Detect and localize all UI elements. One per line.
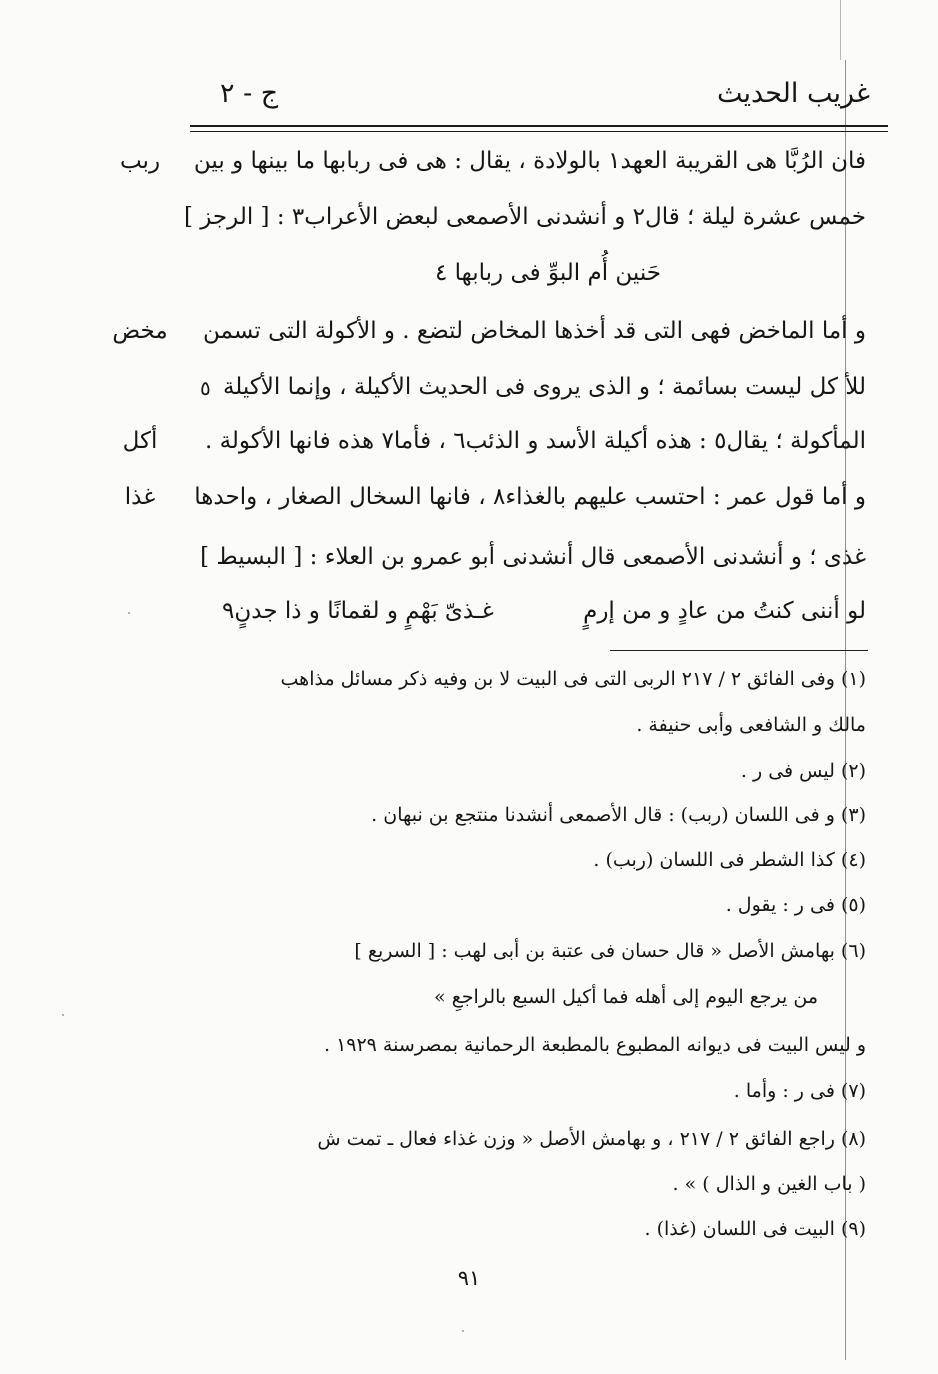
body-line: غذى ؛ و أنشدنى الأصمعى قال أنشدنى أبو عمرو بن العلاء : [ البسيط ] — [200, 544, 866, 570]
margin-keyword: مخض — [112, 318, 168, 344]
binding-edge-mark — [840, 0, 841, 60]
scan-speck — [128, 612, 130, 614]
scan-speck — [462, 1330, 464, 1332]
line-number: ٥ — [200, 376, 211, 400]
footnote-separator — [610, 650, 868, 651]
footnote: (١) وفى الفائق ٢ / ٢١٧ الربى التى فى البيت لا بن وفيه ذكر مسائل مذاهب — [280, 668, 866, 690]
body-line: خمس عشرة ليلة ؛ قال٢ و أنشدنى الأصمعى لبعض الأعراب٣ : [ الرجز ] — [183, 204, 866, 230]
footnote-continuation: مالك و الشافعى وأبى حنيفة . — [636, 714, 866, 736]
footnote: (٨) راجع الفائق ٢ / ٢١٧ ، و بهامش الأصل « وزن غذاء فعال ـ تمت ش — [317, 1128, 866, 1150]
body-line: و أما الماخض فهى التى قد أخذها المخاض لتضع . و الأكولة التى تسمن — [203, 318, 866, 344]
running-header — [200, 78, 870, 118]
body-line: فان الرُبَّا هى القريبة العهد١ بالولادة ، يقال : هى فى ربابها ما بينها و بين — [193, 148, 866, 174]
header-title: غريب الحديث — [717, 78, 870, 109]
margin-keyword: ربب — [119, 148, 161, 174]
page-number: ٩١ — [457, 1266, 481, 1290]
verse-line: حَنين أُم البوِّ فى ربابها ٤ — [434, 260, 662, 286]
footnote: (٧) فى ر : وأما . — [733, 1080, 866, 1102]
scan-speck — [62, 1014, 64, 1016]
header-rule-thick — [190, 125, 888, 127]
footnote: (٣) و فى اللسان (ربب) : قال الأصمعى أنشدنا منتجع بن نبهان . — [371, 804, 866, 826]
verse-hemistich-first: لو أننى كنتُ من عادٍ و من إرمٍ — [583, 598, 866, 624]
margin-keyword: أكل — [122, 428, 158, 454]
footnote: (٤) كذا الشطر فى اللسان (ربب) . — [593, 849, 866, 871]
footnote: (٩) البيت فى اللسان (غذا) . — [644, 1218, 866, 1240]
footnote: (٥) فى ر : يقول . — [725, 894, 866, 916]
footnote-continuation: و ليس البيت فى ديوانه المطبوع بالمطبعة الرحمانية بمصرسنة ١٩٢٩ . — [323, 1034, 866, 1056]
header-volume: ج - ٢ — [220, 78, 279, 109]
header-rule-thin — [190, 131, 888, 132]
verse-line — [222, 598, 866, 624]
footnote-verse: من يرجع اليوم إلى أهله فما أكيل السبع بالراجعِ » — [434, 986, 818, 1008]
margin-keyword: غذا — [124, 484, 156, 510]
body-line: المأكولة ؛ يقال٥ : هذه أكيلة الأسد و الذئب٦ ، فأما٧ هذه فانها الأكولة . — [204, 428, 866, 454]
scan-fold-line — [845, 60, 846, 1360]
body-line: للأ كل ليست بسائمة ؛ و الذى يروى فى الحديث الأكيلة ، وإنما الأكيلة — [222, 374, 866, 400]
body-line: و أما قول عمر : احتسب عليهم بالغذاء٨ ، فانها السخال الصغار ، واحدها — [194, 484, 866, 510]
footnote: (٢) ليس فى ر . — [740, 760, 866, 782]
verse-hemistich-second: غـذىّ بَهْمٍ و لقمانًا و ذا جدنٍ٩ — [222, 598, 494, 624]
footnote: (٦) بهامش الأصل « قال حسان فى عتبة بن أبى لهب : [ السريع ] — [354, 940, 866, 962]
footnote-continuation: ( باب الغين و الذال ) » . — [672, 1173, 866, 1195]
